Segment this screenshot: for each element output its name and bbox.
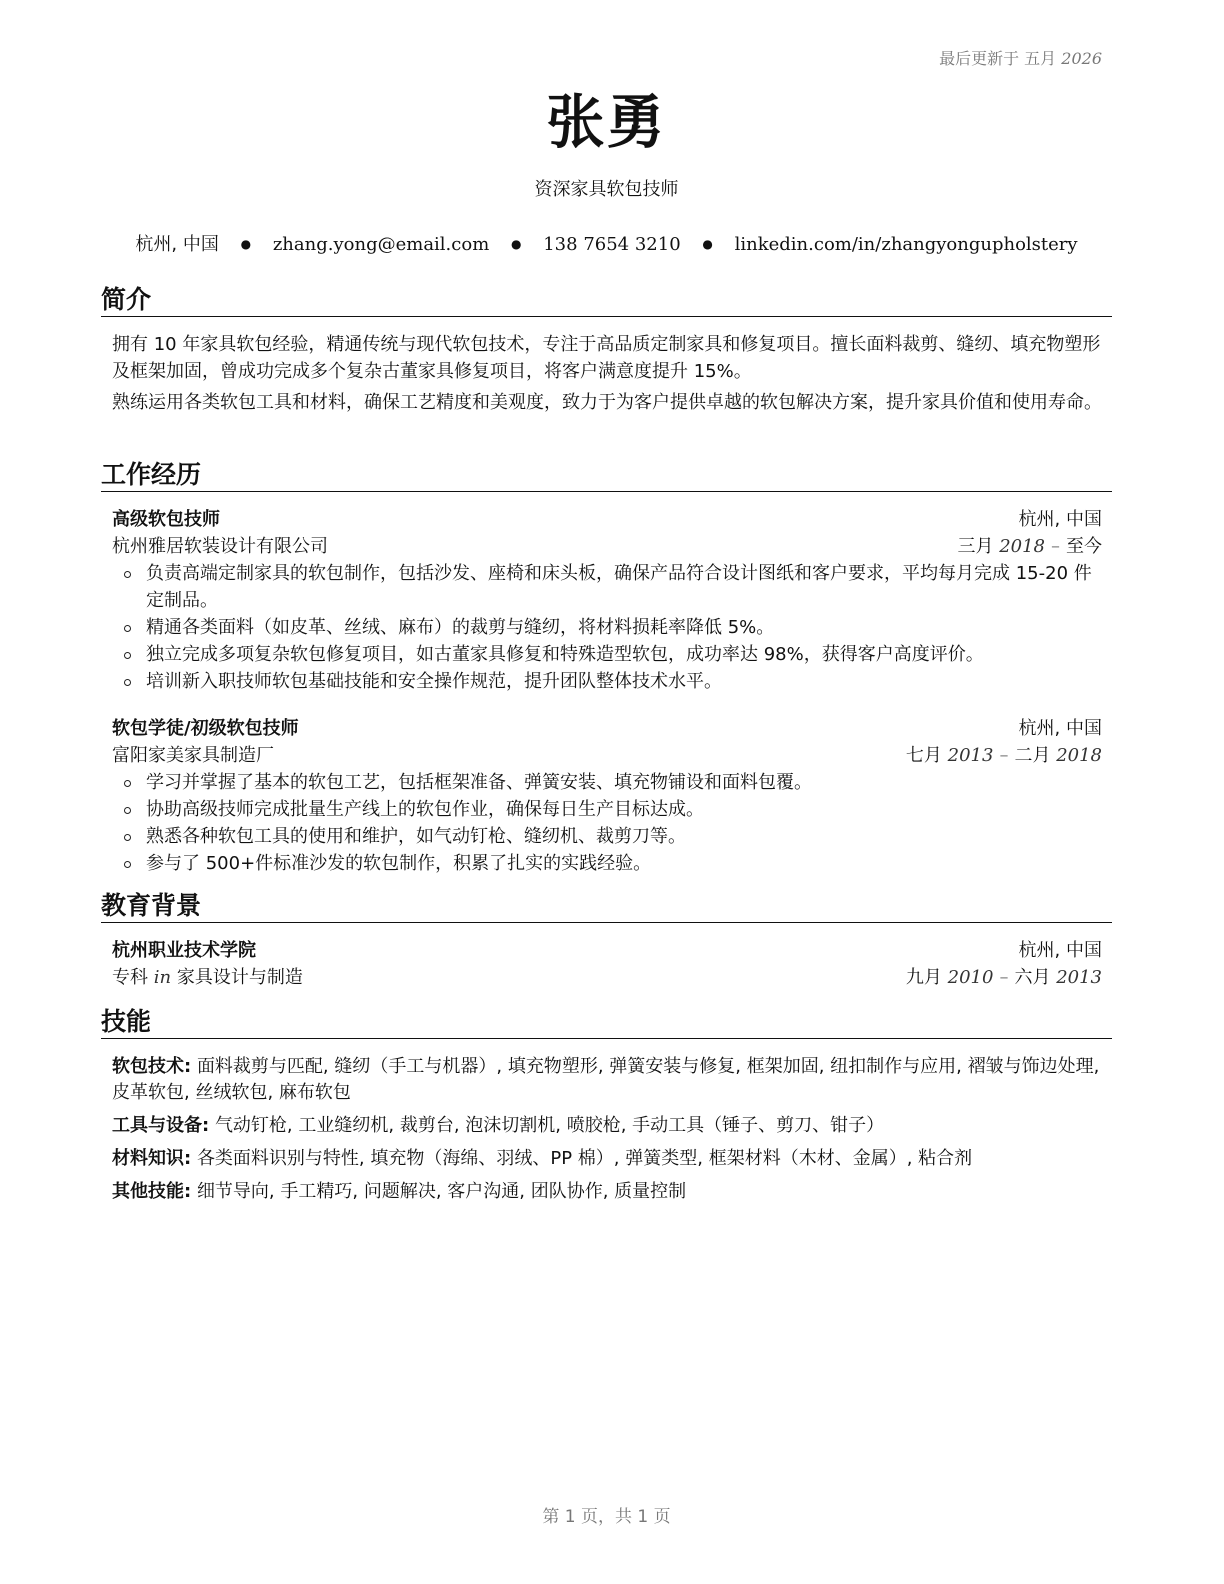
job-dates: [957, 533, 1102, 560]
section-heading-skills: 技能: [101, 1006, 1112, 1039]
candidate-name: 张勇: [546, 88, 667, 156]
list-item: 学习并掌握了基本的软包工艺，包括框架准备、弹簧安装、填充物铺设和面料包覆。: [146, 769, 1102, 796]
end-month: 至今: [1066, 536, 1102, 557]
skill-value: 细节导向, 手工精巧, 问题解决, 客户沟通, 团队协作, 质量控制: [196, 1181, 687, 1202]
education-entry: [112, 937, 1102, 991]
education-dates: [906, 964, 1102, 991]
summary-paragraph: 熟练运用各类软包工具和材料，确保工艺精度和美观度，致力于为客户提供卓越的软包解决方案，提升家具价值和使用寿命。: [112, 392, 1102, 413]
page-number: 第 1 页，共 1 页: [542, 1507, 671, 1527]
list-item: 精通各类面料（如皮革、丝绒、麻布）的裁剪与缝纫，将材料损耗率降低 5%。: [146, 614, 1102, 641]
last-updated: [939, 46, 1102, 69]
list-item: 培训新入职技师软包基础技能和安全操作规范，提升团队整体技术水平。: [146, 668, 1102, 695]
summary-paragraph: 拥有 10 年家具软包经验，精通传统与现代软包技术，专注于高品质定制家具和修复项目。擅长面料裁剪、缝纫、填充物塑形及框架加固，曾成功完成多个复杂古董家具修复项目，将客户满意度提升 15%。: [112, 334, 1101, 382]
list-item: 协助高级技师完成批量生产线上的软包作业，确保每日生产目标达成。: [146, 796, 1102, 823]
major: 家具设计与制造: [176, 967, 303, 988]
degree-line: [112, 964, 303, 991]
start-month: 九月: [905, 967, 942, 988]
skill-row: [112, 1113, 1102, 1139]
skill-row: [112, 1054, 1102, 1106]
job-bullets: [112, 769, 1102, 877]
job-location: 杭州, 中国: [1018, 718, 1102, 739]
contact-phone[interactable]: 138 7654 3210: [543, 234, 681, 255]
resume-page: [101, 0, 1112, 1584]
date-dash: –: [1051, 536, 1060, 557]
contact-location: 杭州, 中国: [135, 234, 219, 255]
skill-label: 软包技术:: [112, 1056, 192, 1077]
job-entry: [112, 715, 1102, 877]
start-month: 三月: [957, 536, 994, 557]
skills-block: [112, 1054, 1102, 1212]
contact-linkedin[interactable]: linkedin.com/in/zhangyongupholstery: [734, 234, 1078, 255]
section-heading-education: 教育背景: [101, 890, 1112, 923]
degree: 专科: [112, 967, 148, 988]
date-dash: –: [999, 745, 1009, 766]
start-year: 2018: [999, 536, 1045, 557]
candidate-title: 资深家具软包技师: [534, 179, 679, 200]
end-month: 二月: [1014, 745, 1051, 766]
end-month: 六月: [1014, 967, 1051, 988]
start-month: 七月: [905, 745, 942, 766]
job-company: 富阳家美家具制造厂: [112, 745, 274, 766]
skill-label: 其他技能:: [112, 1181, 192, 1202]
skill-row: [112, 1146, 1102, 1172]
job-company: 杭州雅居软装设计有限公司: [112, 536, 328, 557]
skill-row: [112, 1179, 1102, 1205]
job-title: 软包学徒/初级软包技师: [112, 718, 299, 739]
end-year: 2018: [1056, 745, 1102, 766]
list-item: 熟悉各种软包工具的使用和维护，如气动钉枪、缝纫机、裁剪刀等。: [146, 823, 1102, 850]
job-title: 高级软包技师: [112, 509, 220, 530]
last-updated-label: 最后更新于 五月: [939, 49, 1057, 68]
date-dash: –: [999, 967, 1009, 988]
in-word: in: [153, 967, 172, 988]
school-name: 杭州职业技术学院: [112, 940, 256, 961]
skill-value: 各类面料识别与特性, 填充物（海绵、羽绒、PP 棉）, 弹簧类型, 框架材料（木材、金属）, 粘合剂: [196, 1148, 973, 1169]
list-item: 参与了 500+件标准沙发的软包制作，积累了扎实的实践经验。: [146, 850, 1102, 877]
start-year: 2010: [947, 967, 994, 988]
bullet-separator: ●: [240, 237, 252, 251]
section-heading-experience: 工作经历: [101, 459, 1112, 492]
skill-label: 工具与设备:: [112, 1115, 210, 1136]
school-location: 杭州, 中国: [1018, 940, 1102, 961]
list-item: 独立完成多项复杂软包修复项目，如古董家具修复和特殊造型软包，成功率达 98%，获得客户高度评价。: [146, 641, 1102, 668]
contact-email[interactable]: zhang.yong@email.com: [272, 234, 490, 255]
job-location: 杭州, 中国: [1018, 509, 1102, 530]
skill-label: 材料知识:: [112, 1148, 192, 1169]
skill-value: 面料裁剪与匹配, 缝纫（手工与机器）, 填充物塑形, 弹簧安装与修复, 框架加固, 纽扣制作与应用, 褶皱与饰边处理, 皮革软包, 丝绒软包, 麻布软包: [112, 1056, 1100, 1103]
bullet-separator: ●: [702, 237, 713, 251]
job-bullets: [112, 560, 1102, 695]
last-updated-year: 2026: [1061, 49, 1102, 68]
summary-block: [112, 331, 1102, 420]
end-year: 2013: [1056, 967, 1102, 988]
bullet-separator: ●: [511, 237, 522, 251]
contact-line: [101, 232, 1112, 257]
job-entry: [112, 506, 1102, 695]
section-heading-summary: 简介: [101, 284, 1112, 317]
skill-value: 气动钉枪, 工业缝纫机, 裁剪台, 泡沫切割机, 喷胶枪, 手动工具（锤子、剪刀、钳子）: [214, 1115, 885, 1136]
list-item: 负责高端定制家具的软包制作，包括沙发、座椅和床头板，确保产品符合设计图纸和客户要求，平均每月完成 15-20 件定制品。: [146, 560, 1102, 614]
start-year: 2013: [947, 745, 994, 766]
job-dates: [906, 742, 1102, 769]
